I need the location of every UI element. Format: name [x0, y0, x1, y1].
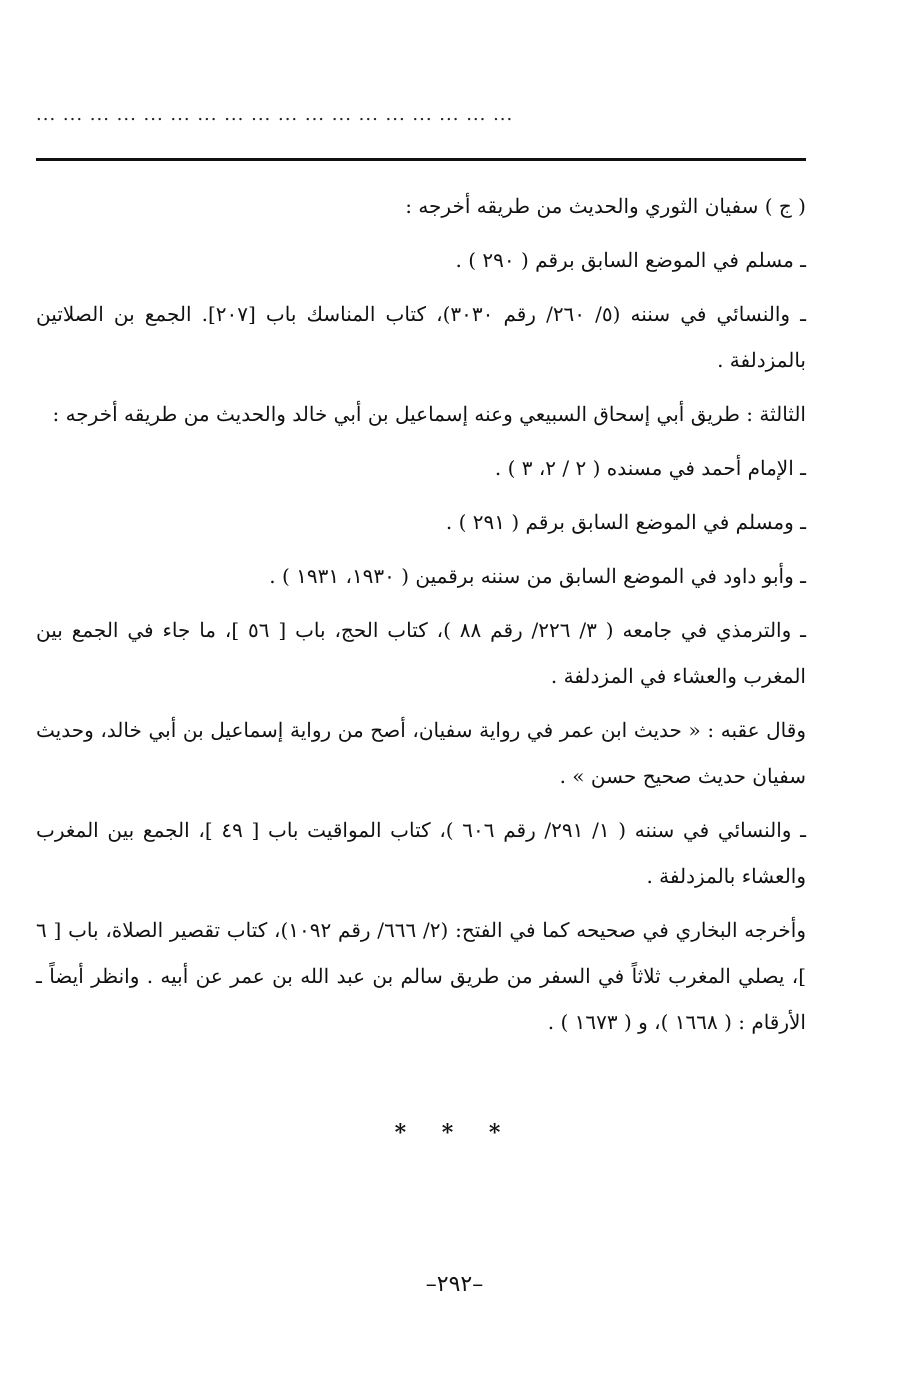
top-dotted-line: ... ... ... ... ... ... ... ... ... ... ... ... ... ... ... ... ... ...	[36, 104, 514, 125]
paragraph: ـ ومسلم في الموضع السابق برقم ( ٢٩١ ) .	[445, 510, 806, 534]
paragraph: ـ الإمام أحمد في مسنده ( ٢ / ٢، ٣ ) .	[494, 456, 806, 480]
footnotes-body	[36, 183, 806, 1053]
paragraph: وقال عقبه : « حديث ابن عمر في رواية سفيان، أصح من رواية إسماعيل بن أبي خالد، وحديث سفيان حديث صحيح حسن » .	[36, 718, 806, 788]
paragraph: ـ والنسائي في سننه ( ١/ ٢٩١/ رقم ٦٠٦ )، كتاب المواقيت باب [ ٤٩ ]، الجمع بين المغرب والعشاء بالمزدلفة .	[36, 818, 806, 888]
paragraph: ـ والترمذي في جامعه ( ٣/ ٢٢٦/ رقم ٨٨ )، كتاب الحج، باب [ ٥٦ ]، ما جاء في الجمع بين المغرب والعشاء في المزدلفة .	[36, 618, 806, 688]
paragraph: ـ وأبو داود في الموضع السابق من سننه برقمين ( ١٩٣٠، ١٩٣١ ) .	[269, 564, 806, 588]
paragraph: وأخرجه البخاري في صحيحه كما في الفتح: (٢/ ٦٦٦/ رقم ١٠٩٢)، كتاب تقصير الصلاة، باب [ ٦ ]، يصلي المغرب ثلاثاً في السفر من طريق سالم بن عبد الله بن عمر عن أبيه . وانظر أيضاً ـ الأرقام : ( ١٦٦٨ )، و ( ١٦٧٣ ) .	[36, 918, 807, 1034]
paragraph: الثالثة : طريق أبي إسحاق السبيعي وعنه إسماعيل بن أبي خالد والحديث من طريقه أخرجه :	[52, 402, 806, 426]
footnote-rule	[36, 158, 806, 161]
paragraph: ـ مسلم في الموضع السابق برقم ( ٢٩٠ ) .	[455, 248, 806, 272]
page-number: –٢٩٢–	[425, 1272, 484, 1297]
paragraph: ـ والنسائي في سننه (٥/ ٢٦٠/ رقم ٣٠٣٠)، كتاب المناسك باب [٢٠٧]. الجمع بن الصلاتين بالمزدلفة .	[36, 302, 806, 372]
section-separator-stars: * * *	[394, 1120, 515, 1146]
paragraph: ( ج ) سفيان الثوري والحديث من طريقه أخرجه :	[405, 194, 806, 218]
